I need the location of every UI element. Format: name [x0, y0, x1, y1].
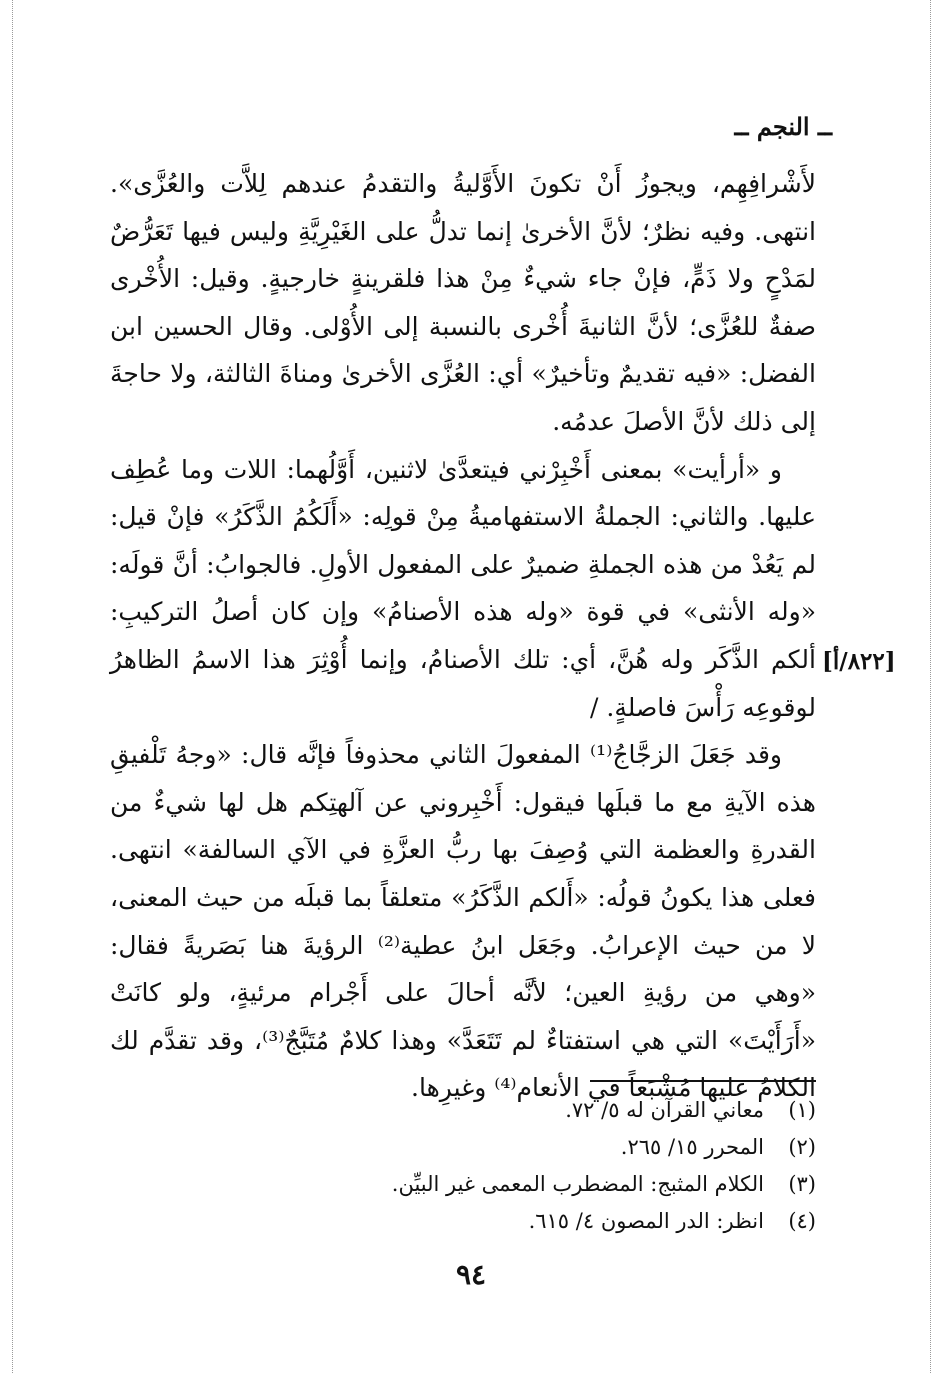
footnote-number: (١)	[788, 1098, 816, 1122]
footnote-number: (٤)	[788, 1209, 816, 1233]
footnote-text: انظر: الدر المصون ٤/ ٦١٥.	[528, 1209, 764, 1233]
scan-margin-line-right	[930, 0, 931, 1373]
footnote-text: معاني القرآن له ٥/ ٧٢.	[565, 1098, 764, 1122]
page-number: ٩٤	[455, 1258, 487, 1291]
footnotes	[392, 1092, 816, 1240]
paragraph-1: لأَشْرافِهِم، ويجوزُ أَنْ تكونَ الأَوَّليةُ والتقدمُ عندهم لِلاَّت والعُزَّى». انتهى. وفيه نظرٌ؛ لأنَّ الأخرىٰ إنما تدلُّ على الغَيْرِيَّةِ وليس فيها تَعَرُّضٌ لمَدْحٍ ولا ذَمٍّ، فإنْ جاء شيءٌ مِنْ هذا فلقرينةٍ خارجيةٍ. وقيل: الأُخْرى صفةٌ للعُزَّى؛ لأنَّ الثانيةَ أُخْرى بالنسبة إلى الأُوْلى. وقال الحسين ابن الفضل: «فيه تقديمٌ وتأخيرٌ» أي: العُزَّى الأخرىٰ ومناةَ الثالثة، ولا حاجةَ إلى ذلك لأنَّ الأصلَ عدمُه.	[110, 169, 816, 436]
main-text	[110, 160, 816, 1112]
paragraph-2: و «أرأيت» بمعنى أَخْبِرْني فيتعدَّىٰ لاثنين، أَوَّلُهما: اللات وما عُطِف عليها. والثاني: الجملةُ الاستفهاميةُ مِنْ قولِه: «أَلَكُمُ الذَّكَرُ» فإنْ قيل: لم يَعُدْ من هذه الجملةِ ضميرٌ على المفعول الأولِ. فالجوابُ: أنَّ قولَه: «وله الأنثى» في قوة «وله هذه الأصنامُ» وإن كان أصلُ التركيبِ: ألكم الذَّكَر وله هُنَّ، أي: تلك الأصنامُ، وإنما أُوْثِرَ هذا الاسمُ الظاهرُ لوقوعِه رَأْسَ فاصلةٍ. /	[110, 454, 816, 722]
footnote-item	[392, 1166, 816, 1203]
footnote-item	[392, 1129, 816, 1166]
paragraph-3: وقد جَعَلَ الزجَّاجُ⁽¹⁾ المفعولَ الثاني محذوفاً فإنَّه قال: «وجهُ تَلْفيقِ هذه الآيةِ مع ما قبلَها فيقول: أَخْبِروني عن آلهتِكم هل لها شيءٌ من القدرةِ والعظمة التي وُصِفَ بها ربُّ العزَّةِ في الآي السالفة» انتهى. فعلى هذا يكونُ قولُه: «أَلكم الذَّكَرُ» متعلقاً بما قبلَه من حيث المعنى، لا من حيث الإعرابُ. وجَعَل ابنُ عطية⁽²⁾ الرؤيةَ هنا بَصَريةً فقال: «وهي من رؤيةِ العين؛ لأنَّه أحالَ على أَجْرام مرئيةٍ، ولو كانَتْ «أَرَأَيْتَ» التي هي استفتاءٌ لم تَتَعَدَّ» وهذا كلامٌ مُتَبَّجٌ⁽³⁾، وقد تقدَّم لك الكلامُ عليها مُشْبَعاً في الأنعام⁽⁴⁾ وغيرِها.	[110, 740, 817, 1103]
scan-margin-line-left	[12, 0, 13, 1373]
footnote-item	[392, 1203, 816, 1240]
footnote-number: (٢)	[788, 1135, 816, 1159]
running-header: ــ النجم ــ	[734, 112, 832, 141]
footnote-separator	[590, 1080, 816, 1082]
footnote-text: المحرر ١٥/ ٢٦٥.	[620, 1135, 764, 1159]
footnote-text: الكلام المثبج: المضطرب المعمى غير البيِّن.	[391, 1172, 764, 1196]
footnote-number: (٣)	[788, 1172, 816, 1196]
manuscript-folio-marker: [٨٢٢/أ]	[822, 648, 896, 675]
footnote-item	[392, 1092, 816, 1129]
